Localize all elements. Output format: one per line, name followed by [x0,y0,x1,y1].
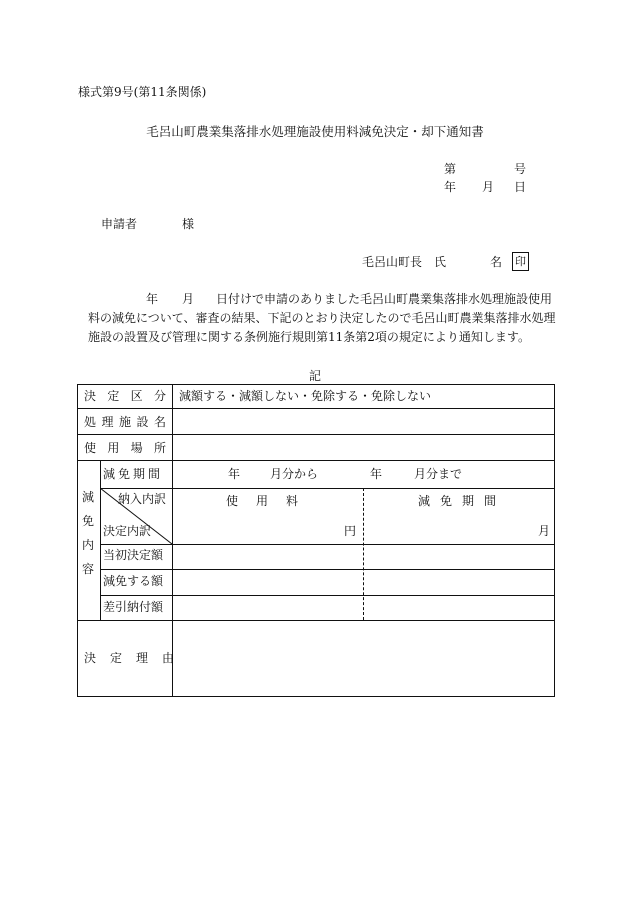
notice-body-line-3: 施設の設置及び管理に関する条例施行規則第11条第2項の規定により通知します。 [88,330,530,344]
date-month-label: 月 [482,180,495,194]
date-day-label: 日 [514,180,527,194]
ki-heading: 記 [308,369,321,383]
payment-breakdown-label: 納入内訳 [118,492,167,506]
period-to-month: 月分まで [414,467,463,481]
document-title: 毛呂山町農業集落排水処理施設使用料減免決定・却下通知書 [146,124,484,139]
month-unit: 月 [538,524,551,538]
reduction-amount-label: 減免する額 [103,574,164,588]
initial-decision-amount-label: 当初決定額 [103,548,164,562]
date-year-label: 年 [444,180,457,194]
period-from-month: 月分から [270,467,319,481]
form-number-label: 様式第9号(第11条関係) [78,85,207,99]
reduction-period-label: 減免期間 [103,467,164,481]
issuer-name-label: 名 [490,255,503,269]
document-number-suffix: 号 [514,162,527,176]
net-payment-amount-label: 差引納付額 [103,600,164,614]
decision-options: 減額する・減額しない・免除する・免除しない [179,389,432,403]
reduction-period-column-header: 減免期間 [418,494,507,508]
issuer-title: 毛呂山町長 氏 [362,255,447,269]
decision-breakdown-label: 決定内訳 [103,524,152,538]
applicant-label: 申請者 [101,217,138,231]
decision-class-label: 決 定 区 分 [84,389,166,403]
period-year-1: 年 [228,467,241,481]
notice-body-line-2: 料の減免について、審査の結果、下記のとおり決定したので毛呂山町農業集落排水処理 [88,311,556,325]
applicant-honorific: 様 [182,217,195,231]
seal-mark: 印 [512,252,529,271]
facility-name-label: 処 理 施 設 名 [84,415,166,429]
period-year-2: 年 [370,467,383,481]
reduction-content-group-label: 減 免 内 容 [81,490,94,576]
usage-location-label: 使 用 場 所 [84,441,166,455]
document-number-label: 第 [444,162,457,176]
decision-reason-label: 決定理由 [84,651,189,665]
usage-fee-column-header: 使用料 [226,494,317,508]
notice-body-line-1: 年 月 日付けで申請のありました毛呂山町農業集落排水処理施設使用 [146,292,553,306]
yen-unit: 円 [344,524,357,538]
notice-body [88,290,568,347]
